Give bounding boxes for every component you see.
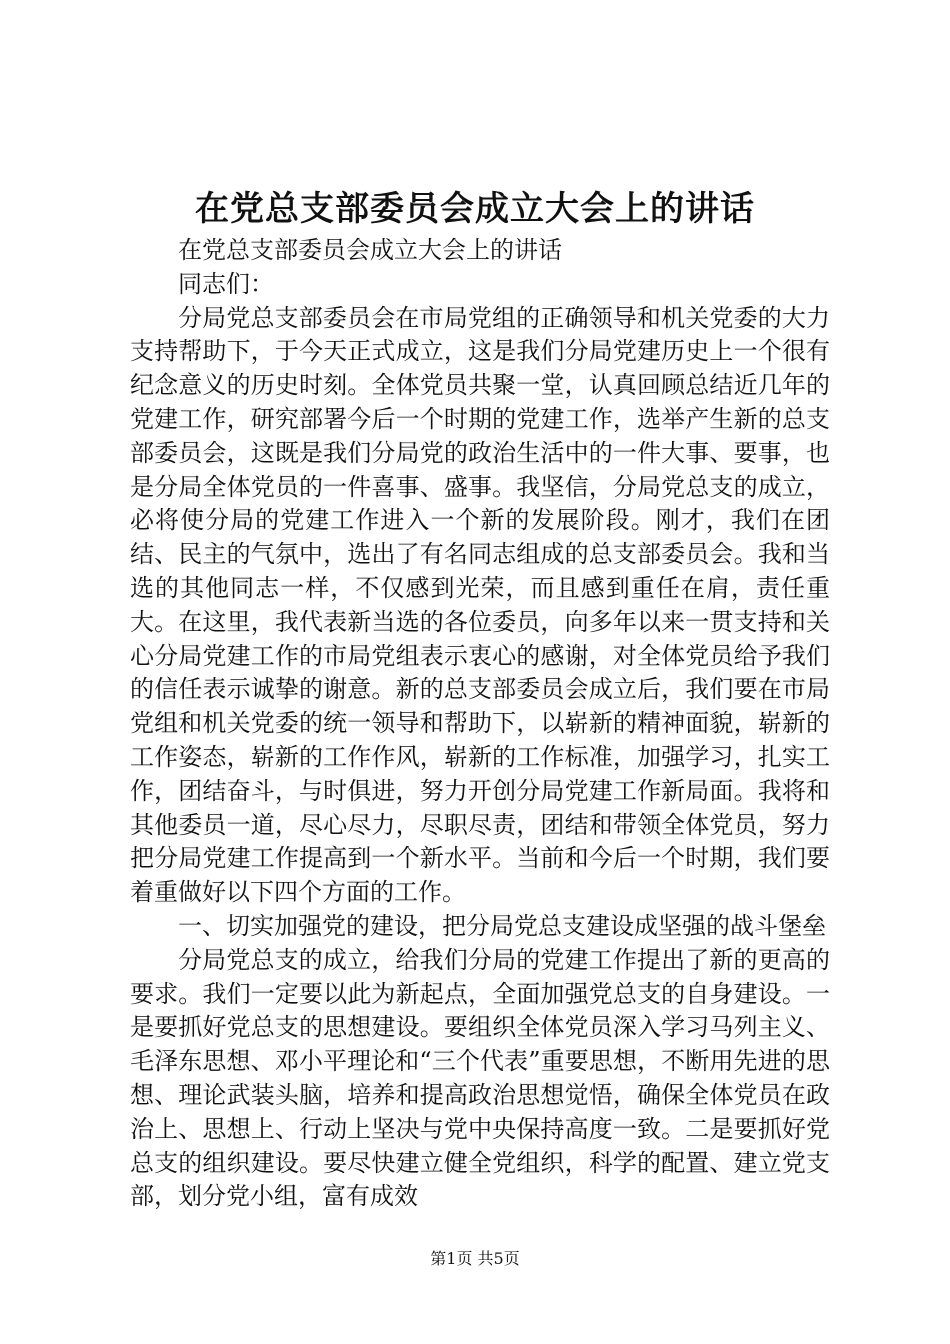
document-body: [130, 234, 830, 1214]
body-paragraph: 分局党总支部委员会在市局党组的正确领导和机关党委的大力支持帮助下，于今天正式成立，这是我们分局党建历史上一个很有纪念意义的历史时刻。全体党员共聚一堂，认真回顾总结近几年的党建工作，研究部署今后一个时期的党建工作，选举产生新的总支部委员会，这既是我们分局党的政治生活中的一件大事、要事，也是分局全体党员的一件喜事、盛事。我坚信，分局党总支的成立，必将使分局的党建工作进入一个新的发展阶段。刚才，我们在团结、民主的气氛中，选出了有名同志组成的总支部委员会。我和当选的其他同志一样，不仅感到光荣，而且感到重任在肩，责任重大。在这里，我代表新当选的各位委员，向多年以来一贯支持和关心分局党建工作的市局党组表示衷心的感谢，对全体党员给予我们的信任表示诚挚的谢意。新的总支部委员会成立后，我们要在市局党组和机关党委的统一领导和帮助下，以崭新的精神面貌，崭新的工作姿态，崭新的工作作风，崭新的工作标准，加强学习，扎实工作，团结奋斗，与时俱进，努力开创分局党建工作新局面。我将和其他委员一道，尽心尽力，尽职尽责，团结和带领全体党员，努力把分局党建工作提高到一个新水平。当前和今后一个时期，我们要着重做好以下四个方面的工作。: [130, 303, 830, 907]
section-heading: 一、切实加强党的建设，把分局党总支建设成坚强的战斗堡垒: [178, 911, 826, 940]
subtitle-paragraph: 在党总支部委员会成立大会上的讲话: [178, 236, 562, 264]
salutation-paragraph: 同志们：: [178, 269, 274, 298]
body-paragraph: 分局党总支的成立，给我们分局的党建工作提出了新的更高的要求。我们一定要以此为新起点，全面加强党总支的自身建设。一是要抓好党总支的思想建设。要组织全体党员深入学习马列主义、毛泽东思想、邓小平理论和“三个代表”重要思想，不断用先进的思想、理论武装头脑，培养和提高政治思想觉悟，确保全体党员在政治上、思想上、行动上坚决与党中央保持高度一致。二是要抓好党总支的组织建设。要尽快建立健全党组织，科学的配置、建立党支部，划分党小组，富有成效: [130, 945, 830, 1211]
page-number: 第1页 共5页: [430, 1249, 520, 1268]
document-title: 在党总支部委员会成立大会上的讲话: [195, 189, 755, 229]
